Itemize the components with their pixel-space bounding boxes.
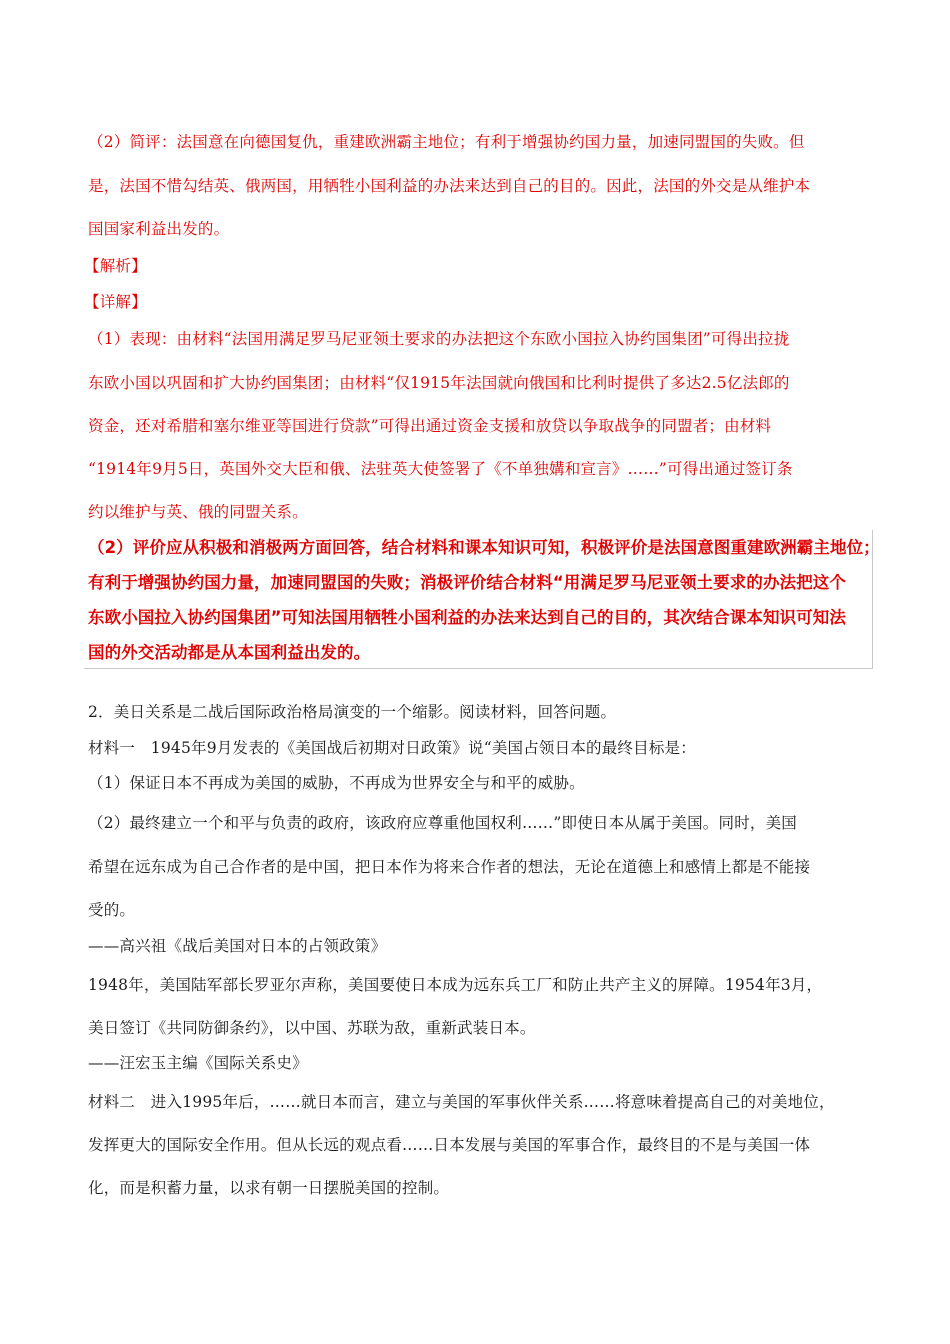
detail-part2-line-2: 有利于增强协约国力量，加速同盟国的失败；消极评价结合材料“用满足罗马尼亚领土要求的办法把这个 bbox=[88, 573, 846, 592]
material1-source-2: ——汪宏玉主编《国际关系史》 bbox=[88, 1054, 308, 1072]
detail-label: 【详解】 bbox=[84, 293, 147, 311]
material1-point2-line-2: 希望在远东成为自己合作者的是中国，把日本作为将来合作者的想法，无论在道德上和感情上都是不能接 bbox=[88, 858, 811, 876]
material2-line-2: 发挥更大的国际安全作用。但从长远的观点看……日本发展与美国的军事合作，最终目的不是与美国一体 bbox=[88, 1136, 811, 1154]
detail-part2-box bbox=[84, 530, 880, 669]
material1-point1: （1）保证日本不再成为美国的威胁，不再成为世界安全与和平的威胁。 bbox=[88, 774, 585, 792]
detail-part1-line-4: “1914年9月5日，英国外交大臣和俄、法驻英大使签署了《不单独媾和宣言》……”可得出通过签订条 bbox=[88, 460, 793, 478]
question2-stem: 2．美日关系是二战后国际政治格局演变的一个缩影。阅读材料，回答问题。 bbox=[88, 703, 617, 721]
detail-part1-line-2: 东欧小国以巩固和扩大协约国集团；由材料“仅1915年法国就向俄国和比利时提供了多达2.5亿法郎的 bbox=[88, 374, 790, 392]
material2-line-1: 材料二 进入1995年后，……就日本而言，建立与美国的军事伙伴关系……将意味着提高自己的对美地位， bbox=[88, 1093, 835, 1111]
material1-intro: 材料一 1945年9月发表的《美国战后初期对日政策》说“美国占领日本的最终目标是： bbox=[88, 739, 696, 757]
material2-line-3: 化，而是积蓄力量，以求有朝一日摆脱美国的控制。 bbox=[88, 1179, 450, 1197]
detail-part2-line-4: 国的外交活动都是从本国利益出发的。 bbox=[88, 643, 371, 662]
material1-para2-line-2: 美日签订《共同防御条约》，以中国、苏联为敌，重新武装日本。 bbox=[88, 1019, 536, 1037]
material1-point2-line-1: （2）最终建立一个和平与负责的政府，该政府应尊重他国权利……”即使日本从属于美国。同时，美国 bbox=[88, 814, 797, 832]
analysis-label: 【解析】 bbox=[84, 257, 147, 275]
detail-part2-line-3: 东欧小国拉入协约国集团”可知法国用牺牲小国利益的办法来达到自己的目的，其次结合课本知识可知法 bbox=[88, 608, 846, 627]
material1-source-1: ——高兴祖《战后美国对日本的占领政策》 bbox=[88, 937, 387, 955]
answer-part2-line-3: 国国家利益出发的。 bbox=[88, 220, 230, 238]
material1-point2-line-3: 受的。 bbox=[88, 901, 136, 919]
detail-part2-line-1: （2）评价应从积极和消极两方面回答，结合材料和课本知识可知，积极评价是法国意图重建欧洲霸主地位； bbox=[88, 538, 880, 557]
detail-part1-line-5: 约以维护与英、俄的同盟关系。 bbox=[88, 503, 308, 521]
material1-para2-line-1: 1948年，美国陆军部长罗亚尔声称，美国要使日本成为远东兵工厂和防止共产主义的屏障。1954年3月， bbox=[88, 976, 823, 994]
answer-part2-line-1: （2）简评：法国意在向德国复仇，重建欧洲霸主地位；有利于增强协约国力量，加速同盟国的失败。但 bbox=[88, 133, 805, 151]
answer-part2-line-2: 是，法国不惜勾结英、俄两国，用牺牲小国利益的办法来达到自己的目的。因此，法国的外交是从维护本 bbox=[88, 177, 811, 195]
detail-part1-line-1: （1）表现：由材料“法国用满足罗马尼亚领土要求的办法把这个东欧小国拉入协约国集团”可得出拉拢 bbox=[88, 330, 790, 348]
detail-part1-line-3: 资金，还对希腊和塞尔维亚等国进行贷款”可得出通过资金支援和放贷以争取战争的同盟者；由材料 bbox=[88, 417, 772, 435]
